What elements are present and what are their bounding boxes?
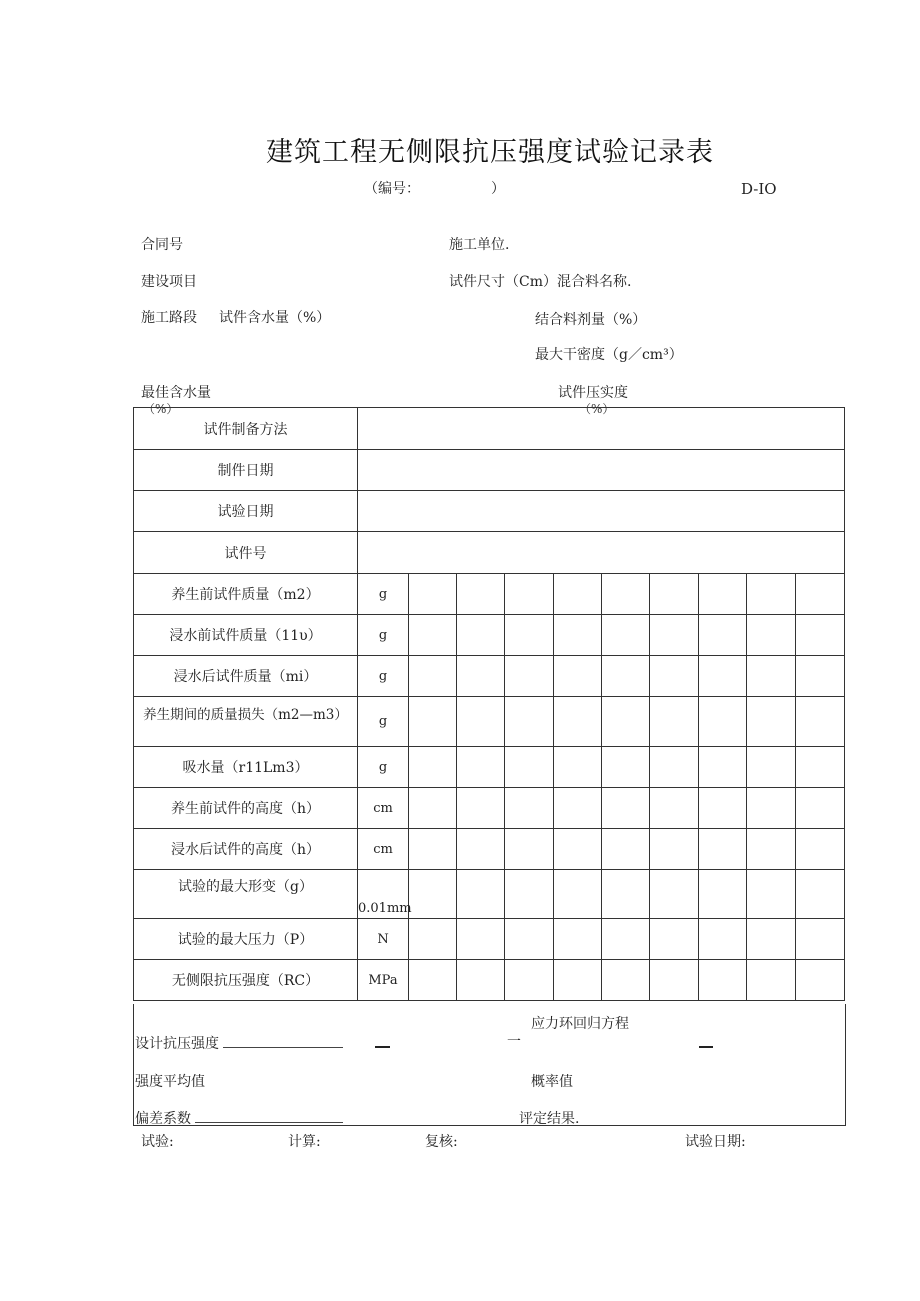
data-cell[interactable] xyxy=(554,919,602,960)
data-cell[interactable] xyxy=(554,788,602,829)
data-cell[interactable] xyxy=(602,615,650,656)
data-cell[interactable] xyxy=(505,615,554,656)
data-cell[interactable] xyxy=(747,870,796,919)
info-row-label: 制件日期 xyxy=(134,450,358,491)
data-cell[interactable] xyxy=(602,788,650,829)
data-cell[interactable] xyxy=(554,960,602,1001)
data-row-label: 吸水量（r11Lm3） xyxy=(134,747,358,788)
data-cell[interactable] xyxy=(457,788,505,829)
data-cell[interactable] xyxy=(409,919,457,960)
construction-unit-label: 施工单位. xyxy=(449,237,510,253)
data-row xyxy=(134,829,845,870)
serial-label: （编号： xyxy=(364,181,420,197)
data-cell[interactable] xyxy=(505,747,554,788)
data-cell[interactable] xyxy=(796,697,845,747)
data-cell[interactable] xyxy=(505,656,554,697)
form-code: D-IO xyxy=(741,180,777,198)
data-cell[interactable] xyxy=(457,870,505,919)
data-cell[interactable] xyxy=(505,788,554,829)
data-row-label: 浸水前试件质量（11υ） xyxy=(134,615,358,656)
data-cell[interactable] xyxy=(650,747,699,788)
data-row-label: 试验的最大压力（P） xyxy=(134,919,358,960)
data-cell[interactable] xyxy=(699,870,747,919)
data-cell[interactable] xyxy=(796,615,845,656)
data-cell[interactable] xyxy=(747,919,796,960)
data-cell[interactable] xyxy=(505,919,554,960)
data-cell[interactable] xyxy=(554,870,602,919)
data-row-unit: g xyxy=(358,747,409,788)
optimum-water-unit: （%） xyxy=(143,402,179,416)
data-cell[interactable] xyxy=(457,574,505,615)
optimum-water-label: 最佳含水量 xyxy=(141,385,211,401)
data-row xyxy=(134,870,845,919)
signature-test-date: 试验日期: xyxy=(685,1134,746,1150)
data-cell[interactable] xyxy=(602,574,650,615)
data-cell[interactable] xyxy=(699,697,747,747)
data-cell[interactable] xyxy=(699,747,747,788)
data-row-unit: cm xyxy=(358,829,409,870)
info-row-value[interactable] xyxy=(358,491,845,532)
data-row-unit: g xyxy=(358,574,409,615)
max-dry-density-label: 最大干密度（g／cm³） xyxy=(535,347,683,363)
signature-calc: 计算: xyxy=(288,1134,321,1150)
cv-blank xyxy=(195,1121,343,1123)
data-cell[interactable] xyxy=(747,697,796,747)
data-cell[interactable] xyxy=(409,829,457,870)
data-row-unit: cm xyxy=(358,788,409,829)
regression-label: 应力环回归方程 xyxy=(531,1016,629,1032)
data-row xyxy=(134,615,845,656)
data-cell[interactable] xyxy=(796,788,845,829)
data-row-unit: g xyxy=(358,656,409,697)
cv-text: 偏差系数 xyxy=(135,1111,191,1127)
data-cell[interactable] xyxy=(409,615,457,656)
info-row xyxy=(134,408,845,450)
design-strength-blank xyxy=(223,1046,343,1048)
data-cell[interactable] xyxy=(409,960,457,1001)
data-cell[interactable] xyxy=(457,697,505,747)
data-row xyxy=(134,919,845,960)
data-row-label: 浸水后试件质量（mi） xyxy=(134,656,358,697)
data-cell[interactable] xyxy=(554,697,602,747)
data-cell[interactable] xyxy=(457,747,505,788)
data-cell[interactable] xyxy=(505,960,554,1001)
water-content-label: 试件含水量（%） xyxy=(219,310,331,326)
data-cell[interactable] xyxy=(796,870,845,919)
data-cell[interactable] xyxy=(602,960,650,1001)
specimen-size-label: 试件尺寸（Cm）混合料名称. xyxy=(449,274,632,290)
data-row xyxy=(134,656,845,697)
data-cell[interactable] xyxy=(505,574,554,615)
signature-review: 复核: xyxy=(425,1134,458,1150)
data-cell[interactable] xyxy=(650,697,699,747)
data-cell[interactable] xyxy=(699,960,747,1001)
data-cell[interactable] xyxy=(699,656,747,697)
data-row-label: 无侧限抗压强度（RC） xyxy=(134,960,358,1001)
road-section-label: 施工路段 xyxy=(141,310,197,326)
data-row xyxy=(134,960,845,1001)
data-cell[interactable] xyxy=(602,919,650,960)
regression-end-dash xyxy=(699,1046,713,1048)
data-cell[interactable] xyxy=(409,656,457,697)
data-cell[interactable] xyxy=(505,697,554,747)
compaction-label: 试件压实度 xyxy=(558,385,628,401)
data-cell[interactable] xyxy=(747,829,796,870)
data-cell[interactable] xyxy=(747,656,796,697)
data-cell[interactable] xyxy=(699,829,747,870)
contract-no-label: 合同号 xyxy=(141,237,183,253)
data-cell[interactable] xyxy=(650,919,699,960)
binder-dosage-label: 结合料剂量（%） xyxy=(535,312,647,328)
data-row-label: 养生前试件质量（m2） xyxy=(134,574,358,615)
data-row-label: 浸水后试件的高度（h） xyxy=(134,829,358,870)
data-cell[interactable] xyxy=(554,656,602,697)
data-cell[interactable] xyxy=(747,574,796,615)
data-cell[interactable] xyxy=(409,788,457,829)
data-cell[interactable] xyxy=(602,697,650,747)
test-record-table xyxy=(133,407,845,1001)
data-row xyxy=(134,574,845,615)
probability-label: 概率值 xyxy=(531,1074,573,1090)
info-row-label: 试验日期 xyxy=(134,491,358,532)
data-row xyxy=(134,788,845,829)
cv-label xyxy=(135,1108,343,1128)
data-cell[interactable] xyxy=(602,656,650,697)
info-row-value[interactable] xyxy=(358,450,845,491)
data-cell[interactable] xyxy=(409,574,457,615)
result-label: 评定结果. xyxy=(519,1111,580,1127)
data-cell[interactable] xyxy=(747,747,796,788)
data-cell[interactable] xyxy=(650,870,699,919)
data-cell[interactable] xyxy=(796,574,845,615)
data-cell[interactable] xyxy=(602,747,650,788)
data-cell[interactable] xyxy=(505,829,554,870)
data-cell[interactable] xyxy=(554,829,602,870)
data-row-unit: MPa xyxy=(358,960,409,1001)
regression-dash: 一 xyxy=(507,1034,521,1050)
data-cell[interactable] xyxy=(409,747,457,788)
info-row-label: 试件号 xyxy=(134,532,358,574)
data-cell[interactable] xyxy=(796,829,845,870)
data-cell[interactable] xyxy=(747,788,796,829)
data-cell[interactable] xyxy=(650,615,699,656)
data-cell[interactable] xyxy=(650,788,699,829)
mean-strength-label: 强度平均值 xyxy=(135,1074,205,1090)
data-cell[interactable] xyxy=(650,656,699,697)
info-row-label: 试件制备方法 xyxy=(134,408,358,450)
data-cell[interactable] xyxy=(699,788,747,829)
data-row-label: 试验的最大形变（g） xyxy=(134,870,358,919)
serial-close: ） xyxy=(491,181,505,197)
data-cell[interactable] xyxy=(796,747,845,788)
data-cell[interactable] xyxy=(505,870,554,919)
signature-test: 试验: xyxy=(141,1134,174,1150)
data-cell[interactable] xyxy=(650,829,699,870)
compaction-unit: （%） xyxy=(579,402,615,416)
data-cell[interactable] xyxy=(602,829,650,870)
data-cell[interactable] xyxy=(747,615,796,656)
data-cell[interactable] xyxy=(457,919,505,960)
info-row-value[interactable] xyxy=(358,532,845,574)
data-cell[interactable] xyxy=(699,919,747,960)
data-cell[interactable] xyxy=(457,615,505,656)
data-cell[interactable] xyxy=(554,747,602,788)
data-cell[interactable] xyxy=(554,615,602,656)
data-cell[interactable] xyxy=(554,574,602,615)
data-cell[interactable] xyxy=(457,829,505,870)
data-cell[interactable] xyxy=(457,656,505,697)
project-label: 建设项目 xyxy=(141,274,197,290)
data-row-unit: g xyxy=(358,615,409,656)
data-row-unit: g xyxy=(358,697,409,747)
data-cell[interactable] xyxy=(602,870,650,919)
data-row xyxy=(134,747,845,788)
data-row-unit: N xyxy=(358,919,409,960)
info-row xyxy=(134,450,845,491)
data-cell[interactable] xyxy=(699,615,747,656)
data-cell[interactable] xyxy=(699,574,747,615)
data-cell[interactable] xyxy=(796,656,845,697)
data-cell[interactable] xyxy=(747,960,796,1001)
info-row-value[interactable] xyxy=(358,408,845,450)
data-cell[interactable] xyxy=(796,960,845,1001)
data-cell[interactable] xyxy=(650,960,699,1001)
data-cell[interactable] xyxy=(409,697,457,747)
data-cell[interactable] xyxy=(650,574,699,615)
info-row xyxy=(134,491,845,532)
design-strength-label xyxy=(135,1033,343,1053)
data-row xyxy=(134,697,845,747)
data-cell[interactable] xyxy=(409,870,457,919)
design-strength-text: 设计抗压强度 xyxy=(135,1036,219,1052)
design-strength-dash xyxy=(375,1046,390,1048)
data-row-label: 养生期间的质量损失（m2—m3） xyxy=(134,697,358,747)
info-row xyxy=(134,532,845,574)
data-row-unit: 0.01mm xyxy=(358,870,409,919)
data-row-label: 养生前试件的高度（h） xyxy=(134,788,358,829)
data-cell[interactable] xyxy=(796,919,845,960)
document-title: 建筑工程无侧限抗压强度试验记录表 xyxy=(266,137,714,168)
data-cell[interactable] xyxy=(457,960,505,1001)
